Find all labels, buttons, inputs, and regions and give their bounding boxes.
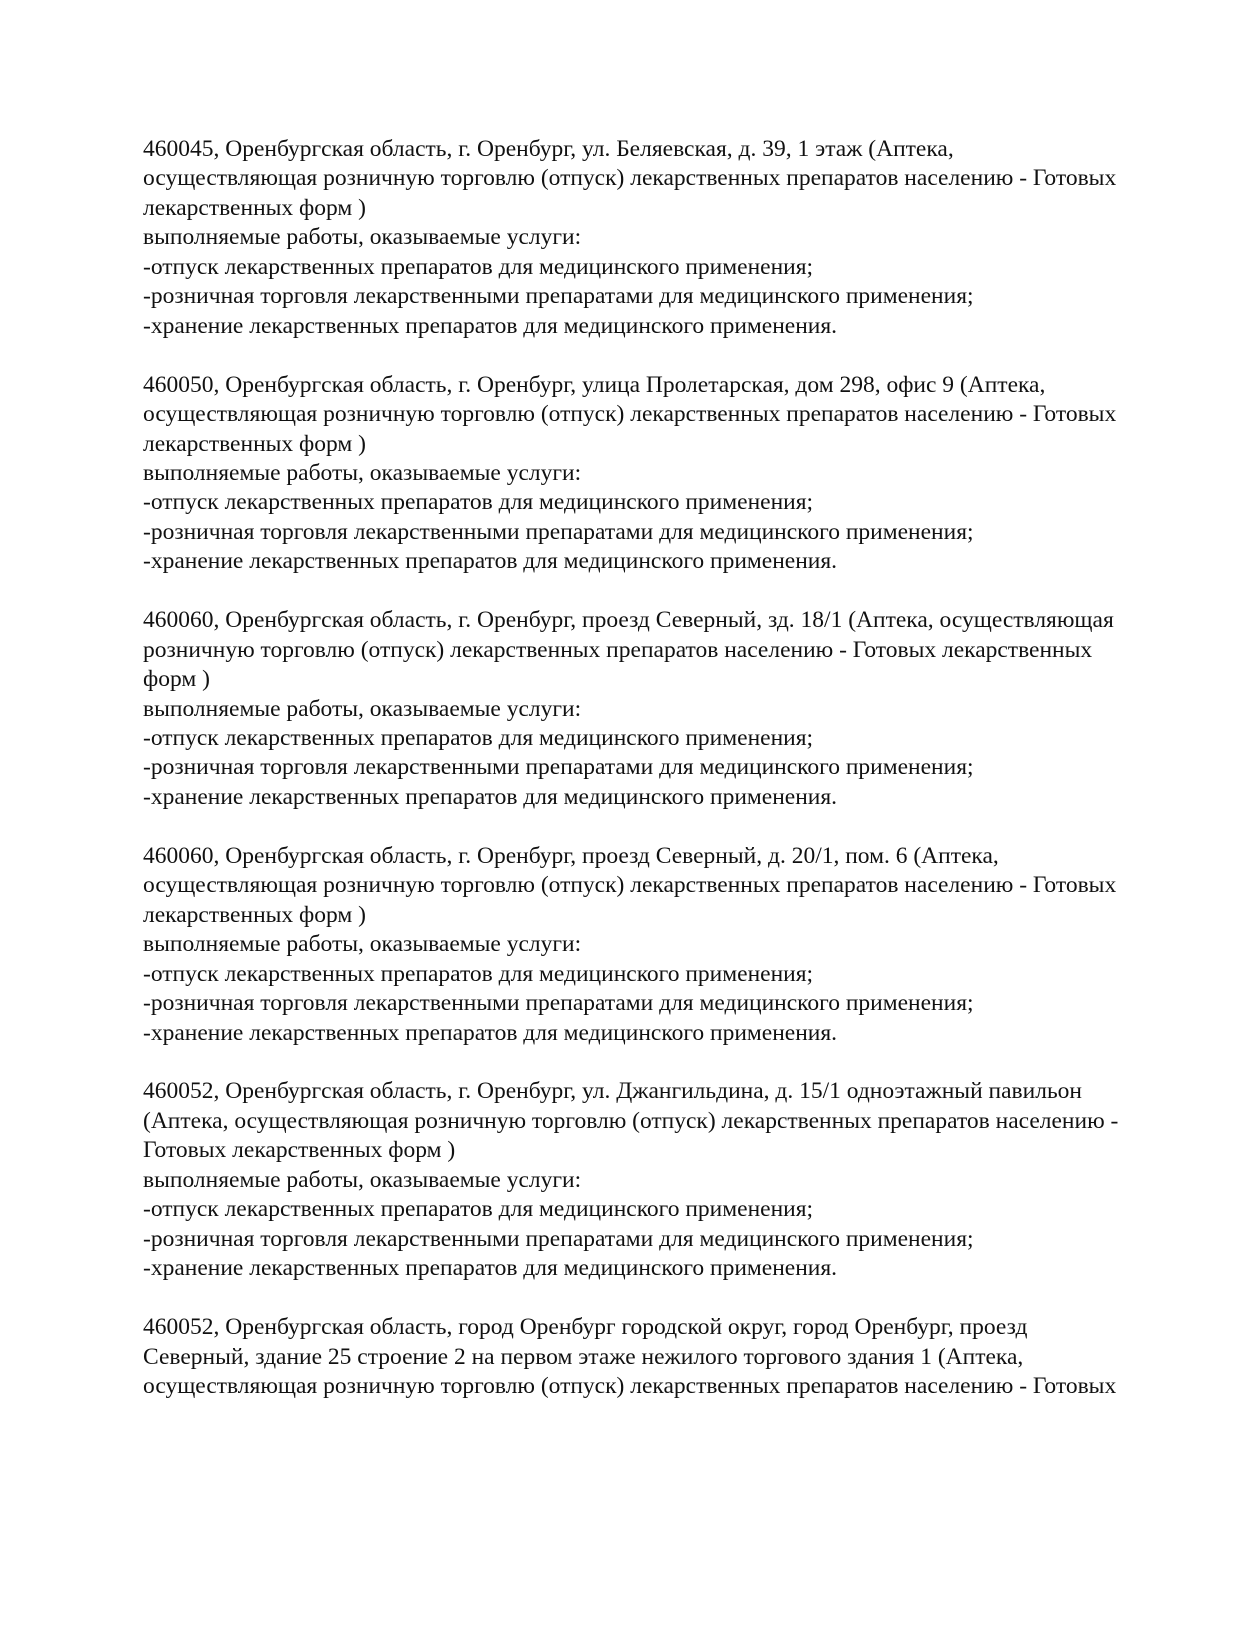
address-entry — [143, 135, 1203, 341]
text-line: 460060, Оренбургская область, г. Оренбург, проезд Северный, д. 20/1, пом. 6 (Аптека, — [143, 842, 999, 869]
text-line: -розничная торговля лекарственными препаратами для медицинского применения; — [143, 518, 974, 545]
text-line: 460052, Оренбургская область, город Оренбург городской округ, город Оренбург, проезд — [143, 1314, 1028, 1341]
text-line: розничную торговлю (отпуск) лекарственных препаратов населению - Готовых лекарственных — [143, 636, 1093, 663]
text-line: 460052, Оренбургская область, г. Оренбург, ул. Джангильдина, д. 15/1 одноэтажный павильон — [143, 1078, 1082, 1105]
text-line: выполняемые работы, оказываемые услуги: — [143, 459, 582, 486]
address-entry — [143, 1077, 1203, 1283]
text-line: осуществляющая розничную торговлю (отпуск) лекарственных препаратов населению - Готовых — [143, 401, 1117, 428]
text-line: -отпуск лекарственных препаратов для медицинского применения; — [143, 1196, 814, 1223]
document-page — [143, 135, 1203, 1431]
text-line: -хранение лекарственных препаратов для медицинского применения. — [143, 1019, 838, 1046]
text-line: -отпуск лекарственных препаратов для медицинского применения; — [143, 489, 814, 516]
text-line: лекарственных форм ) — [143, 901, 366, 928]
address-entry — [143, 842, 1203, 1048]
text-line: -отпуск лекарственных препаратов для медицинского применения; — [143, 725, 814, 752]
text-line: лекарственных форм ) — [143, 194, 366, 221]
text-line: -розничная торговля лекарственными препаратами для медицинского применения; — [143, 990, 974, 1017]
text-line: осуществляющая розничную торговлю (отпуск) лекарственных препаратов населению - Готовых — [143, 872, 1117, 899]
address-entry — [143, 371, 1203, 577]
text-line: осуществляющая розничную торговлю (отпуск) лекарственных препаратов населению - Готовых — [143, 165, 1117, 192]
text-line: 460060, Оренбургская область, г. Оренбург, проезд Северный, зд. 18/1 (Аптека, осуществляющая — [143, 607, 1114, 634]
text-line: -розничная торговля лекарственными препаратами для медицинского применения; — [143, 754, 974, 781]
text-line: -хранение лекарственных препаратов для медицинского применения. — [143, 1255, 838, 1282]
address-entry — [143, 1313, 1203, 1401]
text-line: -хранение лекарственных препаратов для медицинского применения. — [143, 783, 838, 810]
text-line: форм ) — [143, 666, 210, 693]
text-line: выполняемые работы, оказываемые услуги: — [143, 1166, 582, 1193]
address-entry — [143, 606, 1203, 812]
text-line: -розничная торговля лекарственными препаратами для медицинского применения; — [143, 283, 974, 310]
text-line: выполняемые работы, оказываемые услуги: — [143, 931, 582, 958]
text-line: осуществляющая розничную торговлю (отпуск) лекарственных препаратов населению - Готовых — [143, 1372, 1117, 1399]
text-line: -отпуск лекарственных препаратов для медицинского применения; — [143, 960, 814, 987]
text-line: -хранение лекарственных препаратов для медицинского применения. — [143, 312, 838, 339]
text-line: -отпуск лекарственных препаратов для медицинского применения; — [143, 253, 814, 280]
text-line: (Аптека, осуществляющая розничную торговлю (отпуск) лекарственных препаратов населению - — [143, 1107, 1119, 1134]
text-line: 460045, Оренбургская область, г. Оренбург, ул. Беляевская, д. 39, 1 этаж (Аптека, — [143, 136, 954, 162]
text-line: выполняемые работы, оказываемые услуги: — [143, 224, 582, 251]
text-line: выполняемые работы, оказываемые услуги: — [143, 695, 582, 722]
text-line: Северный, здание 25 строение 2 на первом этаже нежилого торгового здания 1 (Аптека, — [143, 1343, 1024, 1370]
text-line: Готовых лекарственных форм ) — [143, 1137, 456, 1164]
text-line: -хранение лекарственных препаратов для медицинского применения. — [143, 548, 838, 575]
text-line: лекарственных форм ) — [143, 430, 366, 457]
text-line: -розничная торговля лекарственными препаратами для медицинского применения; — [143, 1225, 974, 1252]
text-line: 460050, Оренбургская область, г. Оренбург, улица Пролетарская, дом 298, офис 9 (Аптека, — [143, 371, 1046, 398]
